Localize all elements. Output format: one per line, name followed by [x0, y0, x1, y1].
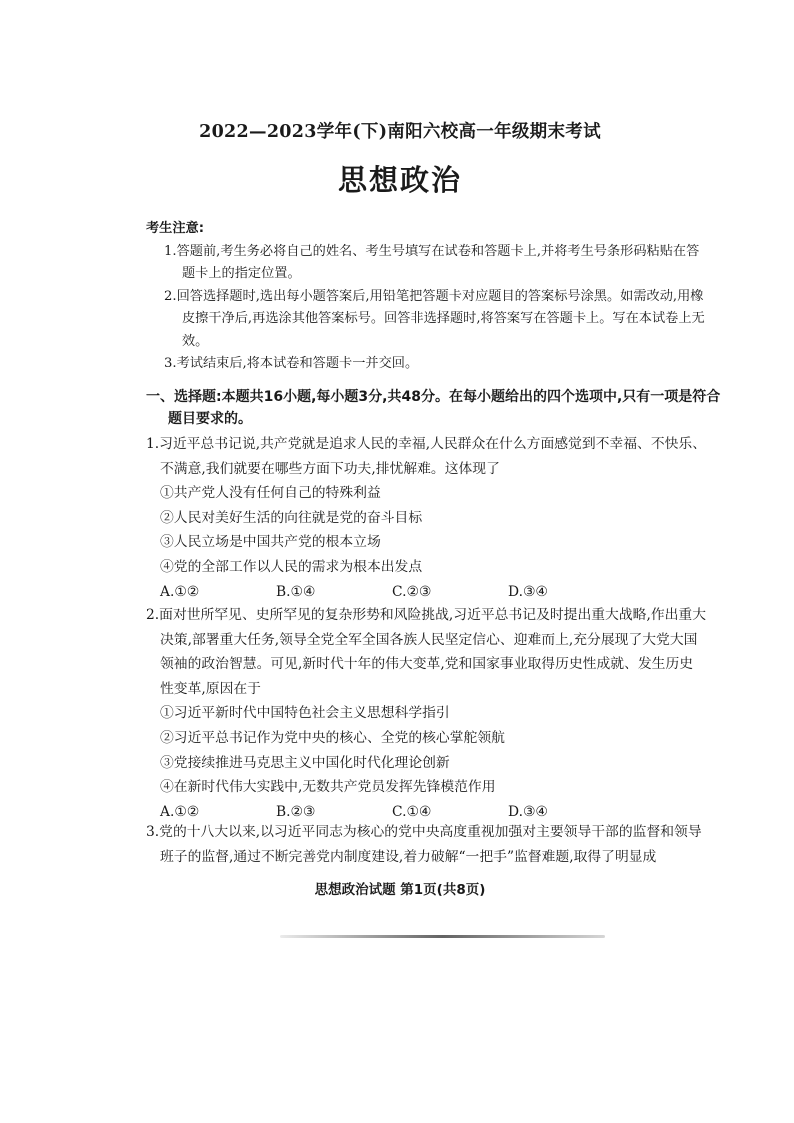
section-heading: 一、选择题:本题共16小题,每小题3分,共48分。在每小题给出的四个选项中,只有一项是符合题目要求的。: [146, 389, 721, 427]
answer-choices: [146, 580, 706, 605]
question-option: ③党接续推进马克思主义中国化时代化理论创新: [160, 754, 450, 771]
question-option: ②人民对美好生活的向往就是党的奋斗目标: [160, 509, 423, 526]
question-1: [146, 432, 706, 604]
choice-b: B.②③: [276, 803, 316, 820]
question-stem: 3.党的十八大以来,以习近平同志为核心的党中央高度重视加强对主要领导干部的监督和领导班子的监督,通过不断完善党内制度建设,着力破解“一把手”监督难题,取得了明显成: [146, 824, 702, 865]
question-option: ④党的全部工作以人民的需求为根本出发点: [160, 558, 423, 575]
question-3: [146, 820, 706, 869]
choice-a: A.①②: [160, 583, 200, 600]
choice-a: A.①②: [160, 803, 200, 820]
question-option: ②习近平总书记作为党中央的核心、全党的核心掌舵领航: [160, 729, 505, 746]
subject-title: 思想政治: [337, 163, 462, 197]
notice-item-3: 3.考试结束后,将本试卷和答题卡一并交回。: [164, 356, 419, 371]
question-stem: 2.面对世所罕见、史所罕见的复杂形势和风险挑战,习近平总书记及时提出重大战略,作出重大决策,部署重大任务,领导全党全军全国各族人民坚定信心、迎难而上,充分展现了大党大国领袖的政治智慧。可见,新时代十年的伟大变革,党和国家事业取得历史性成就、发生历史性变革,原因在于: [146, 607, 707, 697]
notice-item-1: 1.答题前,考生务必将自己的姓名、考生号填写在试卷和答题卡上,并将考生号条形码粘贴在答题卡上的指定位置。: [164, 243, 700, 281]
question-option: ③人民立场是中国共产党的根本立场: [160, 534, 381, 551]
choice-c: C.②③: [392, 583, 432, 600]
notice-item-2: 2.回答选择题时,选出每小题答案后,用铅笔把答题卡对应题目的答案标号涂黑。如需改动,用橡皮擦干净后,再选涂其他答案标号。回答非选择题时,将答案写在答题卡上。写在本试卷上无效。: [164, 288, 705, 349]
question-option: ①共产党人没有任何自己的特殊利益: [160, 485, 381, 502]
question-option: ①习近平新时代中国特色社会主义思想科学指引: [160, 705, 450, 722]
question-stem: 1.习近平总书记说,共产党就是追求人民的幸福,人民群众在什么方面感觉到不幸福、不快乐、不满意,我们就要在哪些方面下功夫,排忧解难。这体现了: [146, 436, 707, 477]
notice-heading: 考生注意:: [146, 221, 205, 236]
candidate-notice: [146, 218, 706, 376]
choice-c: C.①④: [392, 803, 432, 820]
choice-b: B.①④: [276, 583, 316, 600]
exam-title: 2022—2023学年(下)南阳六校高一年级期末考试: [199, 122, 601, 142]
question-option: ④在新时代伟大实践中,无数共产党员发挥先锋模范作用: [160, 779, 496, 796]
question-2: [146, 603, 706, 824]
choice-d: D.③④: [508, 583, 548, 600]
scan-edge-line: [280, 935, 605, 938]
choice-d: D.③④: [508, 803, 548, 820]
page-footer: 思想政治试题 第1页(共8页): [314, 882, 486, 898]
